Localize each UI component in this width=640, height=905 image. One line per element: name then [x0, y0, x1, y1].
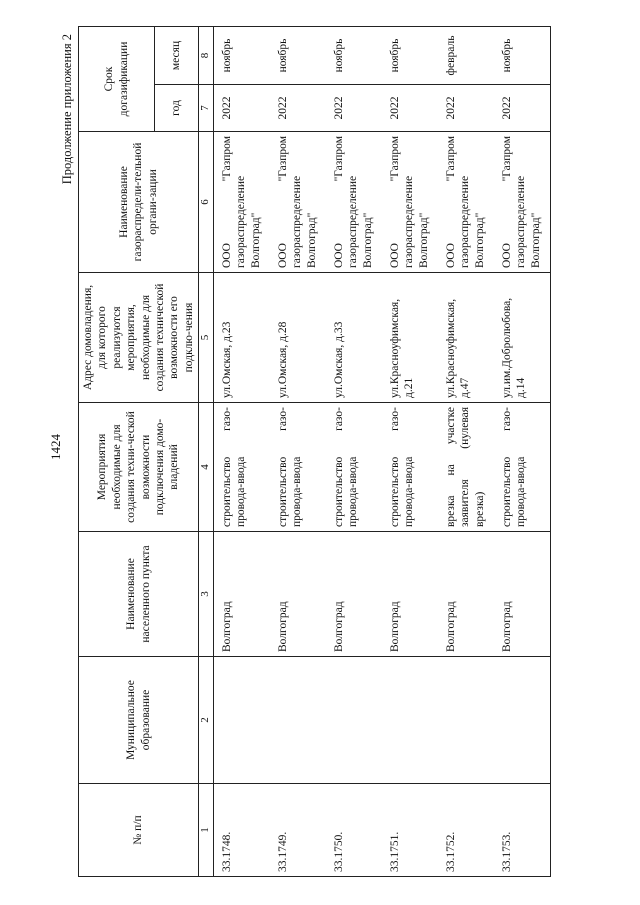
row-organization: ООО "Газпром газораспределение Волгоград": [214, 132, 271, 273]
row-address: ул.Красноуфимская, д.47: [438, 273, 494, 403]
table-row: [326, 27, 382, 877]
row-locality: Волгоград: [382, 532, 438, 657]
table-row: [494, 27, 551, 877]
row-number: 33.1751.: [382, 784, 438, 877]
row-number: 33.1752.: [438, 784, 494, 877]
row-address: ул.Омская, д.23: [214, 273, 271, 403]
header-locality: Наименование населенного пункта: [79, 532, 199, 657]
row-year: 2022: [326, 85, 382, 132]
row-municipality: [326, 657, 382, 784]
header-deadline: Срок догазификации: [79, 27, 155, 132]
row-address: ул.Красноуфимская, д.21: [382, 273, 438, 403]
column-number: 8: [199, 27, 214, 85]
row-address: ул.Омская, д.33: [326, 273, 382, 403]
table-row: [214, 27, 271, 877]
header-year: год: [155, 85, 199, 132]
header-address: Адрес домовладения, для которого реализуются мероприятия, необходимые для создания технической возможности его подклю-чения: [79, 273, 199, 403]
row-month: февраль: [438, 27, 494, 85]
row-month: ноябрь: [326, 27, 382, 85]
row-organization: ООО "Газпром газораспределение Волгоград": [326, 132, 382, 273]
row-year: 2022: [270, 85, 326, 132]
row-year: 2022: [214, 85, 271, 132]
column-number: 1: [199, 784, 214, 877]
row-organization: ООО "Газпром газораспределение Волгоград": [494, 132, 551, 273]
column-number-row: [199, 27, 214, 877]
continuation-caption: Продолжение приложения 2: [60, 34, 74, 185]
row-locality: Волгоград: [214, 532, 271, 657]
row-year: 2022: [438, 85, 494, 132]
row-measure: строительство газо-провода-ввода: [382, 403, 438, 532]
column-number: 3: [199, 532, 214, 657]
row-measure: строительство газо-провода-ввода: [494, 403, 551, 532]
column-number: 7: [199, 85, 214, 132]
row-locality: Волгоград: [438, 532, 494, 657]
row-month: ноябрь: [382, 27, 438, 85]
table-row: [382, 27, 438, 877]
row-locality: Волгоград: [494, 532, 551, 657]
table-row: [270, 27, 326, 877]
column-number: 2: [199, 657, 214, 784]
header-month: месяц: [155, 27, 199, 85]
header-num: № п/п: [79, 784, 199, 877]
row-municipality: [382, 657, 438, 784]
row-number: 33.1749.: [270, 784, 326, 877]
row-locality: Волгоград: [326, 532, 382, 657]
row-month: ноябрь: [270, 27, 326, 85]
gasification-table: [78, 26, 551, 877]
row-measure: строительство газо-провода-ввода: [214, 403, 271, 532]
row-organization: ООО "Газпром газораспределение Волгоград": [438, 132, 494, 273]
row-municipality: [494, 657, 551, 784]
table-row: [438, 27, 494, 877]
column-number: 5: [199, 273, 214, 403]
row-number: 33.1750.: [326, 784, 382, 877]
row-locality: Волгоград: [270, 532, 326, 657]
header-organization: Наименование газораспредели-тельной органи-зации: [79, 132, 199, 273]
header-measures: Мероприятия необходимые для создания техни-ческой возможности подключения домо-владений: [79, 403, 199, 532]
row-municipality: [270, 657, 326, 784]
column-number: 4: [199, 403, 214, 532]
row-organization: ООО "Газпром газораспределение Волгоград": [382, 132, 438, 273]
row-address: ул.Омская, д.28: [270, 273, 326, 403]
page-number: 1424: [48, 434, 63, 460]
row-number: 33.1753.: [494, 784, 551, 877]
row-year: 2022: [494, 85, 551, 132]
row-year: 2022: [382, 85, 438, 132]
row-organization: ООО "Газпром газораспределение Волгоград": [270, 132, 326, 273]
table-body: [214, 27, 551, 877]
header-municipality: Муниципальное образование: [79, 657, 199, 784]
row-measure: строительство газо-провода-ввода: [326, 403, 382, 532]
table-header: [79, 27, 214, 877]
row-number: 33.1748.: [214, 784, 271, 877]
row-measure: строительство газо-провода-ввода: [270, 403, 326, 532]
row-municipality: [438, 657, 494, 784]
column-number: 6: [199, 132, 214, 273]
row-month: ноябрь: [494, 27, 551, 85]
row-address: ул.им.Добролюбова, д.14: [494, 273, 551, 403]
row-month: ноябрь: [214, 27, 271, 85]
row-municipality: [214, 657, 271, 784]
row-measure: врезка на участке заявителя (нулевая врезка): [438, 403, 494, 532]
